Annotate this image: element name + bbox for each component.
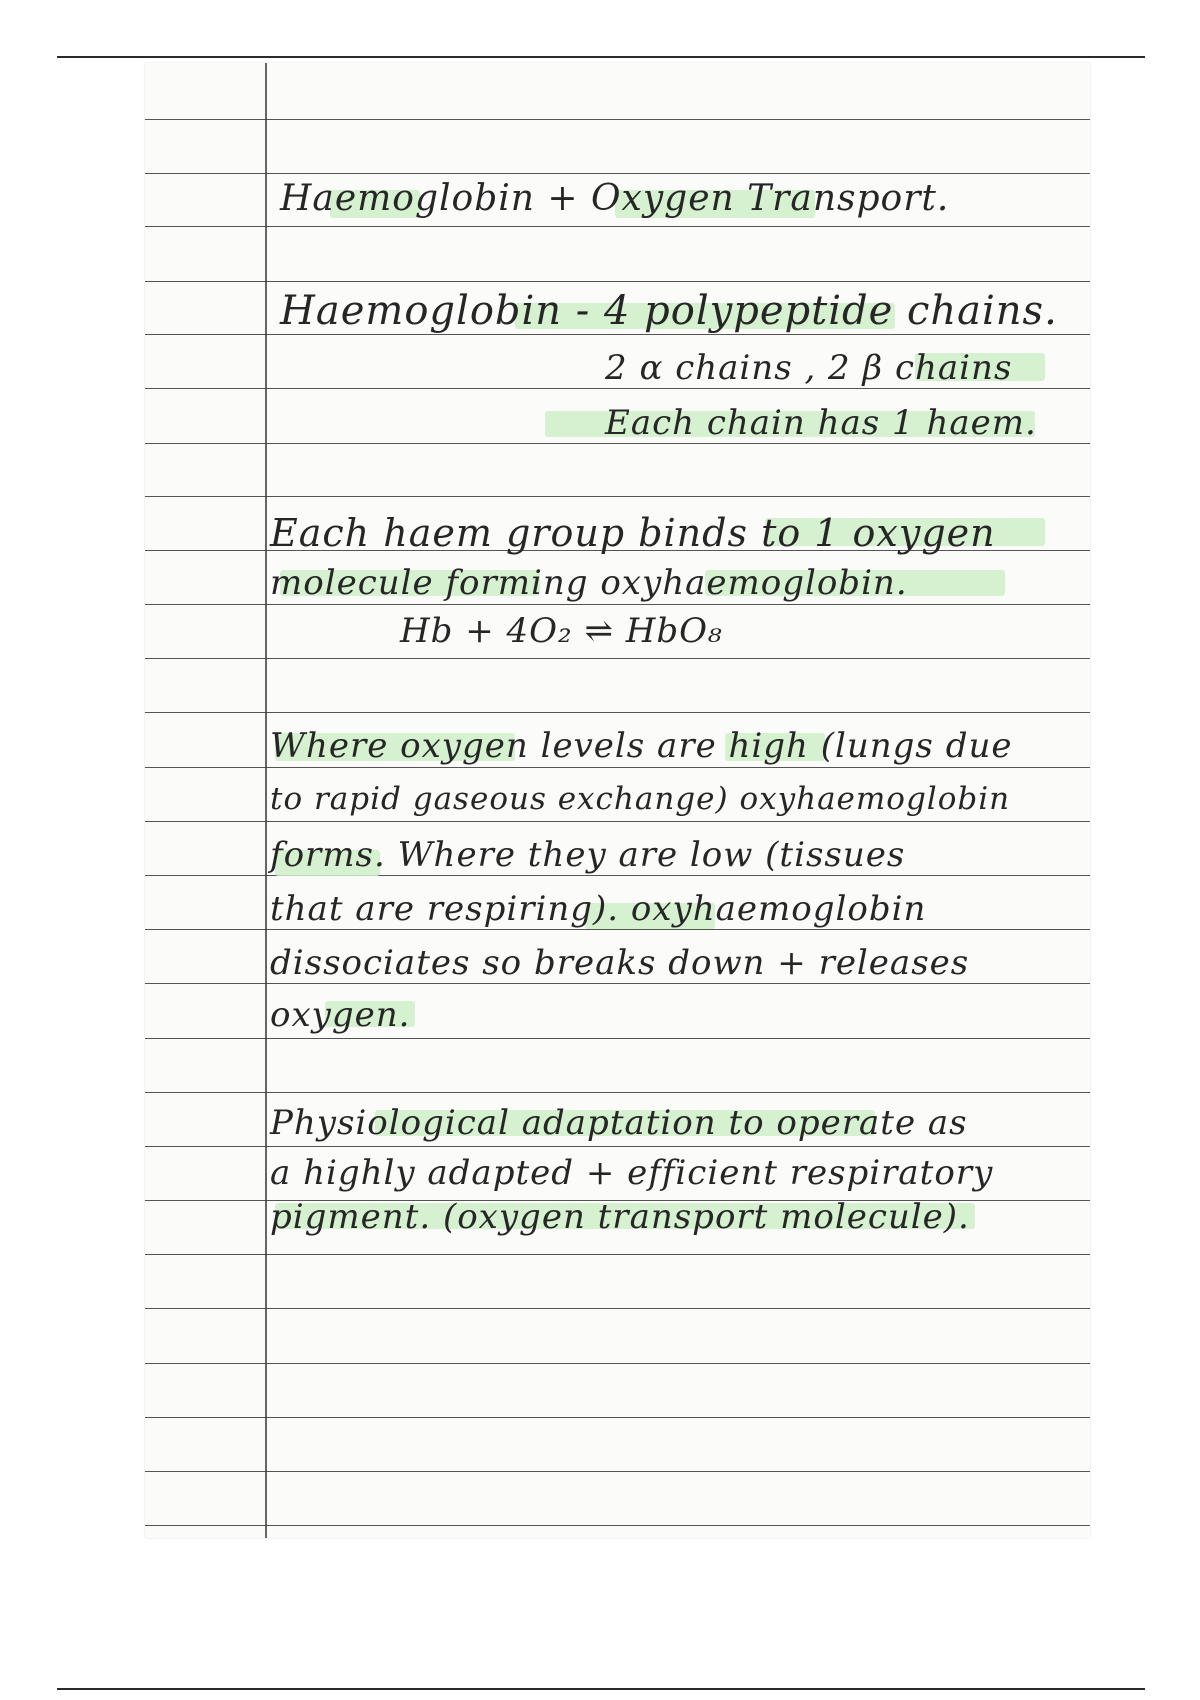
- paragraph-2-line-1: Where oxygen levels are high (lungs due: [270, 726, 1013, 766]
- paragraph-2-line-6: oxygen.: [270, 995, 411, 1035]
- page-top-rule: [57, 56, 1145, 58]
- paragraph-3-line-3: pigment. (oxygen transport molecule).: [270, 1197, 970, 1237]
- definition-line-1: Haemoglobin - 4 polypeptide chains.: [280, 288, 1058, 334]
- paragraph-2-line-3: forms. Where they are low (tissues: [270, 835, 906, 875]
- notebook-page-photo: [145, 63, 1090, 1538]
- paragraph-3-line-2: a highly adapted + efficient respiratory: [270, 1153, 994, 1193]
- definition-line-3: Each chain has 1 haem.: [605, 403, 1037, 443]
- paragraph-1-line-2: molecule forming oxyhaemoglobin.: [270, 563, 908, 603]
- paragraph-1-line-1: Each haem group binds to 1 oxygen: [270, 511, 996, 555]
- paragraph-2-line-5: dissociates so breaks down + releases: [270, 943, 970, 983]
- page-bottom-rule: [57, 1688, 1145, 1690]
- definition-line-2: 2 α chains , 2 β chains: [605, 348, 1013, 388]
- paragraph-2-line-4: that are respiring). oxyhaemoglobin: [270, 889, 927, 929]
- paragraph-3-line-1: Physiological adaptation to operate as: [270, 1103, 968, 1143]
- paragraph-2-line-2: to rapid gaseous exchange) oxyhaemoglobin: [270, 781, 1011, 817]
- margin-line: [265, 63, 267, 1538]
- equation: Hb + 4O₂ ⇌ HbO₈: [400, 611, 723, 651]
- note-title: Haemoglobin + Oxygen Transport.: [280, 178, 950, 219]
